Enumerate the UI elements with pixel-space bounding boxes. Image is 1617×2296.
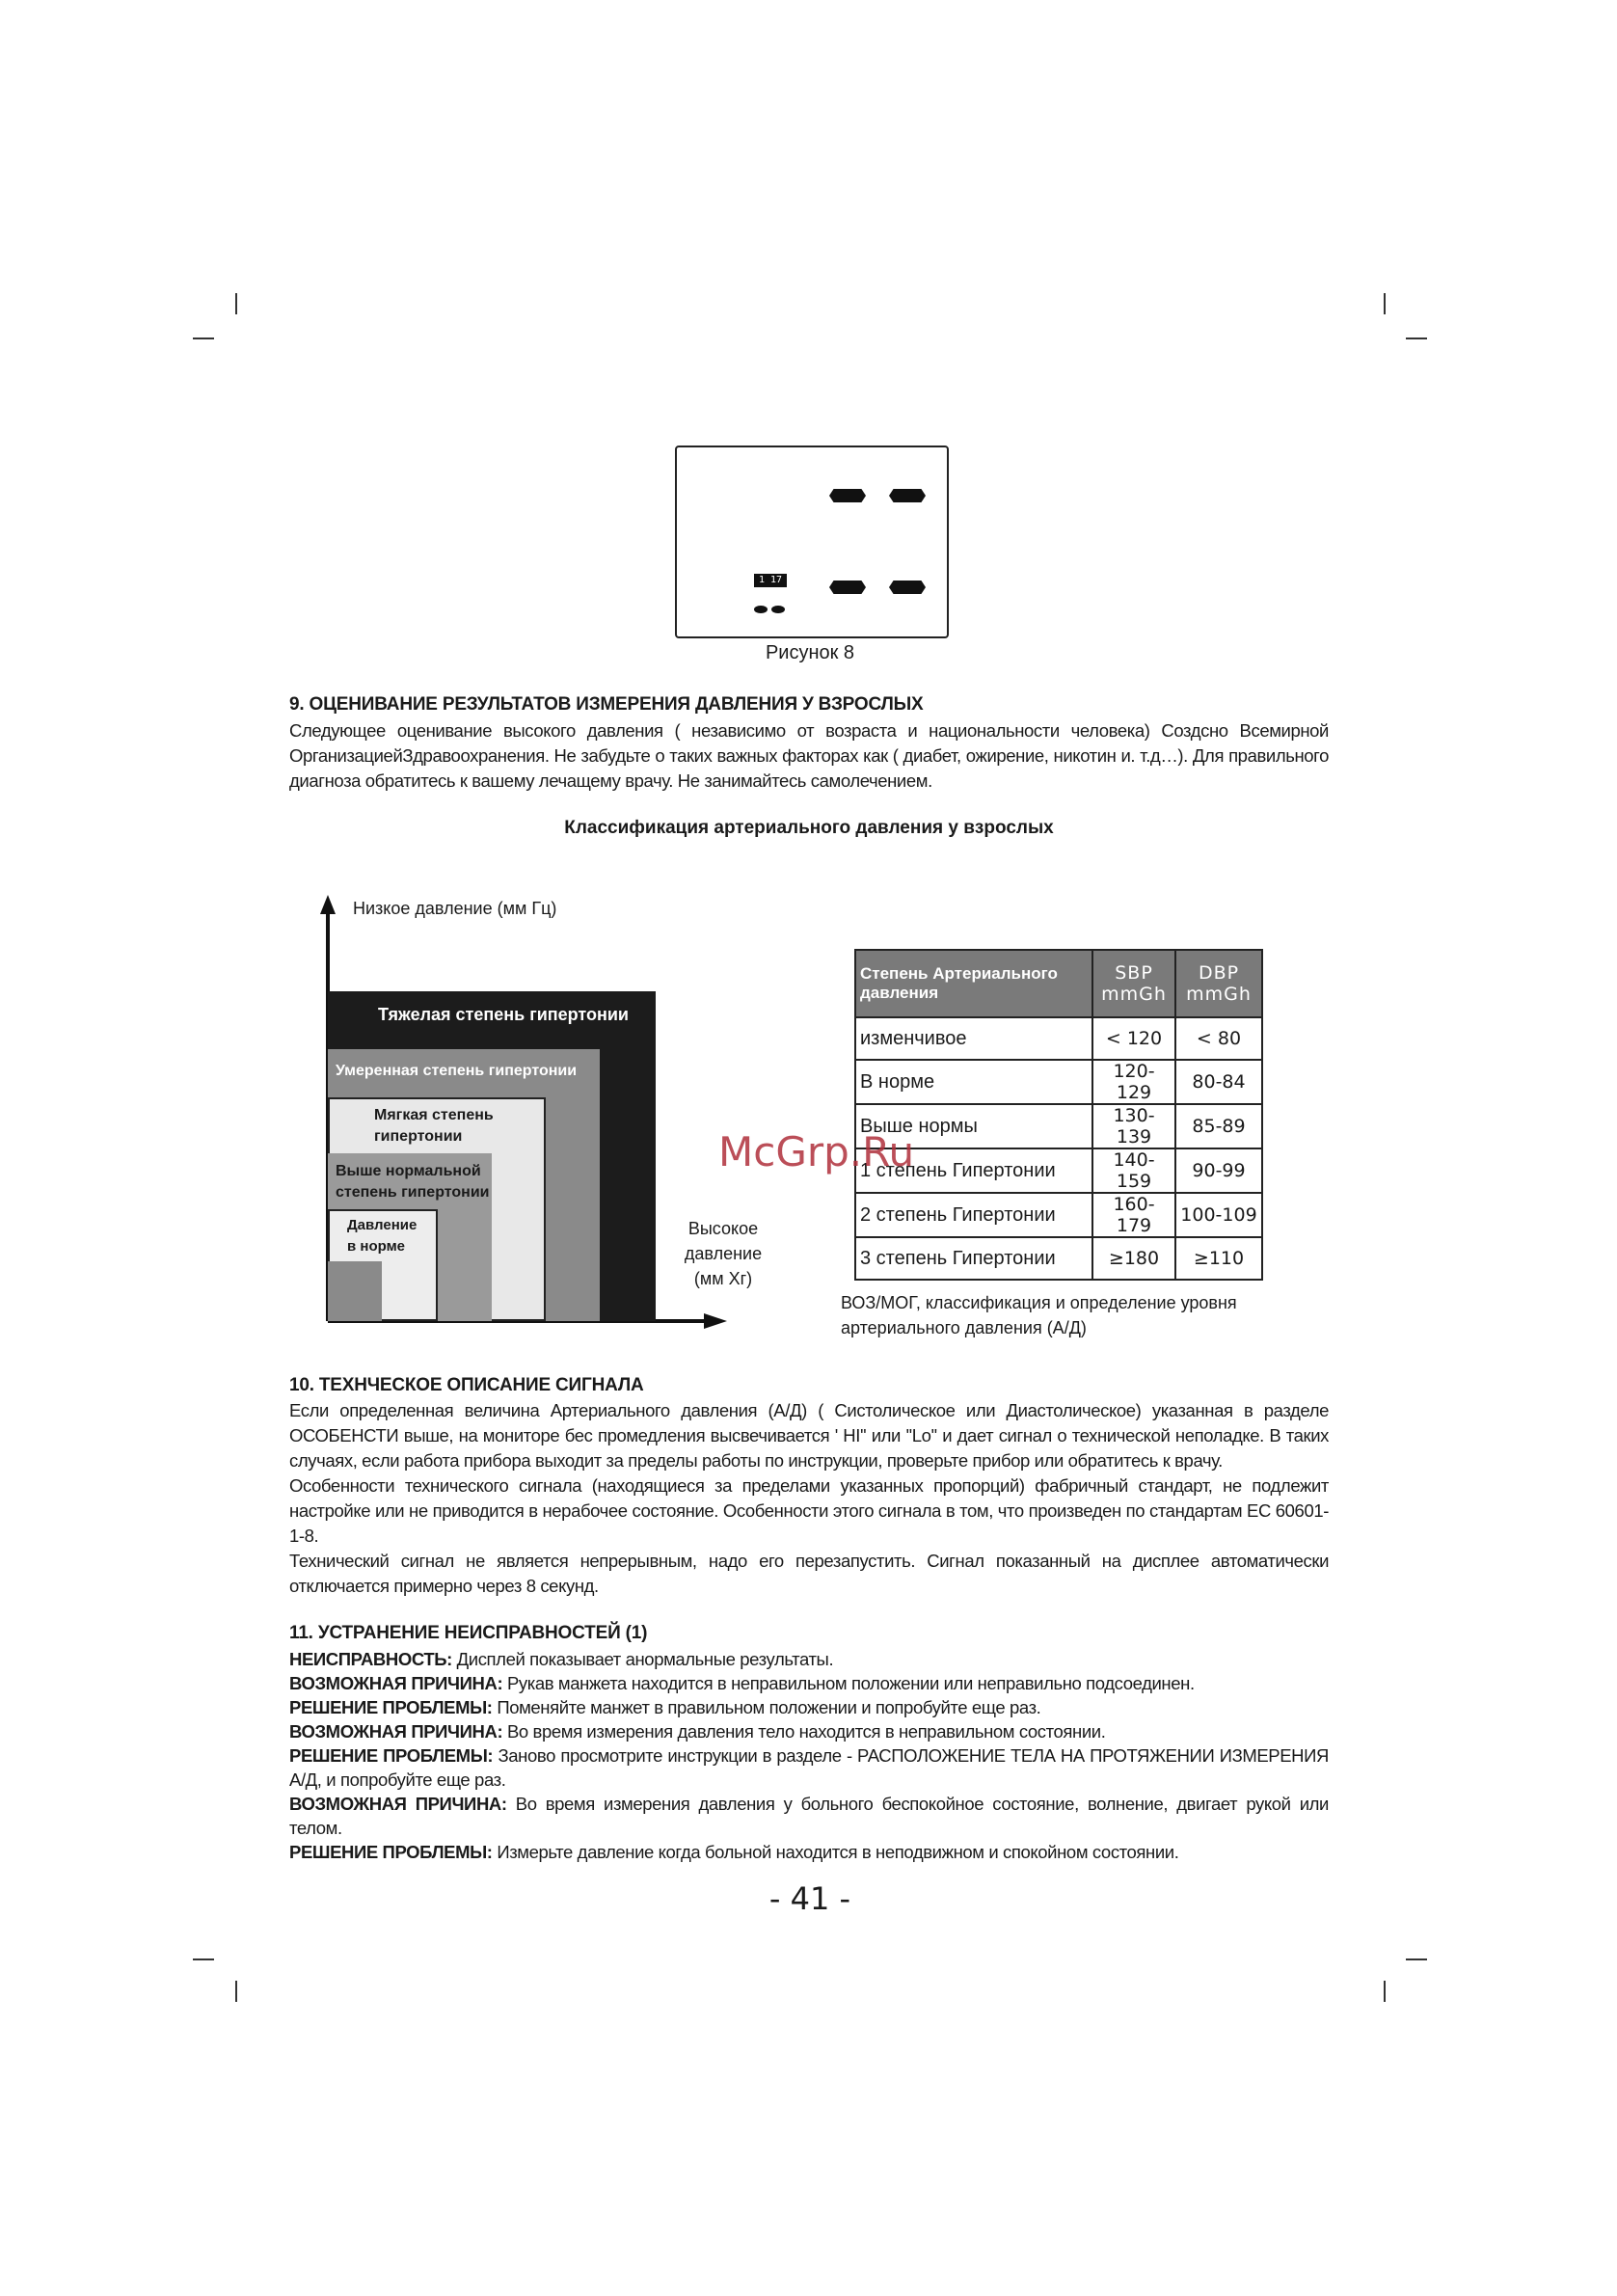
cell-dbp: 100-109 [1175, 1193, 1262, 1237]
zone-label-above-normal-2: степень гипертонии [336, 1184, 490, 1201]
section-10-paragraph: Особенности технического сигнала (находящиеся за пределами указанных пропорций) фабричный стандарт, не подлежит настройке или не приводится в нерабочее состояние. Особенности этого сигнала в том, что произведен по стандартам EC 60601-1-8. [289, 1475, 1329, 1546]
section-10-paragraph: Если определенная величина Артериального давления (А/Д) ( Систолическое или Диастолическое) указанная в разделе ОСОБЕНСТИ выше, на мониторе бес промедления высвечивается ' HI'' или ''Lo'' и дает сигнал о технической неполадке. В таких случаях, если работа прибора выходит за пределы работы по инструкции, проверьте прибор или обратитесь к врачу. [289, 1400, 1329, 1471]
table-header-row [855, 950, 1262, 1017]
lcd-segment [889, 489, 926, 502]
watermark: McGrp.Ru [718, 1128, 915, 1175]
cell-dbp: 80-84 [1175, 1060, 1262, 1104]
zone-base [328, 1261, 382, 1321]
table-row [855, 1148, 1262, 1193]
cell-category: Выше нормы [855, 1104, 1092, 1148]
table-row [855, 1017, 1262, 1060]
troubleshoot-item: ВОЗМОЖНАЯ ПРИЧИНА: Во время измерения давления у больного беспокойное состояние, волнение, двигает рукой или телом. [289, 1794, 1329, 1838]
section-9-heading: 9. ОЦЕНИВАНИЕ РЕЗУЛЬТАТОВ ИЗМЕРЕНИЯ ДАВЛЕНИЯ У ВЗРОСЛЫХ [289, 694, 924, 715]
section-11-heading: 11. УСТРАНЕНИЕ НЕИСПРАВНОСТЕЙ (1) [289, 1623, 648, 1643]
crop-mark [235, 1981, 237, 2002]
y-axis-label: Низкое давление (мм Гц) [353, 899, 557, 918]
crop-mark [1406, 338, 1427, 339]
lcd-segment [829, 489, 866, 502]
zone-label-mild: Мягкая степень [374, 1107, 494, 1123]
cell-dbp: ≥110 [1175, 1237, 1262, 1280]
bp-classification-table [854, 949, 1263, 1281]
zone-label-moderate: Умеренная степень гипертонии [336, 1063, 578, 1079]
cell-category: В норме [855, 1060, 1092, 1104]
header-category: Степень Артериального давления [855, 950, 1092, 1017]
lcd-dot [754, 606, 768, 613]
cell-dbp: 90-99 [1175, 1148, 1262, 1193]
troubleshoot-item: РЕШЕНИЕ ПРОБЛЕМЫ: Измерьте давление когда больной находится в неподвижном и спокойном состоянии. [289, 1842, 1179, 1862]
table-row [855, 1237, 1262, 1280]
table-row [855, 1060, 1262, 1104]
crop-mark [1384, 1981, 1386, 2002]
chart-title: Классификация артериального давления у взрослых [564, 818, 1054, 838]
table-row [855, 1193, 1262, 1237]
crop-mark [193, 338, 214, 339]
lcd-display-figure [675, 446, 949, 638]
table-note [841, 1290, 1237, 1340]
cell-sbp: 130-139 [1092, 1104, 1175, 1148]
section-10-paragraph: Технический сигнал не является непрерывным, надо его перезапустить. Сигнал показанный на дисплее автоматически отключается примерно через 8 секунд. [289, 1551, 1329, 1596]
zone-label-above-normal: Выше нормальной [336, 1163, 481, 1179]
cell-sbp: 140-159 [1092, 1148, 1175, 1193]
crop-mark [1406, 1958, 1427, 1960]
zone-label-normal-2: в норме [347, 1238, 406, 1255]
section-11-text [289, 1647, 1329, 1864]
lcd-dot [771, 606, 785, 613]
cell-category: 2 степень Гипертонии [855, 1193, 1092, 1237]
cell-dbp: < 80 [1175, 1017, 1262, 1060]
table-row [855, 1104, 1262, 1148]
section-10-heading: 10. ТЕХНЧЕСКОЕ ОПИСАНИЕ СИГНАЛА [289, 1375, 644, 1395]
x-axis-label-3: (мм Хг) [693, 1269, 753, 1288]
header-sbp: SBP mmGh [1092, 950, 1175, 1017]
table-note-line: артериального давления (А/Д) [841, 1318, 1087, 1337]
crop-mark [1384, 293, 1386, 314]
section-9-text: Следующее оценивание высокого давления ( независимо от возраста и национальности человека) Создсно Всемирной ОрганизациейЗдравоохранения. Не забудьте о таких важных факторах как ( диабет, ожирение, никотин и. т.д…). Для правильного диагноза обратитесь к вашему лечащему врачу. Не занимайтесь самолечением. [289, 720, 1329, 791]
troubleshoot-item: ВОЗМОЖНАЯ ПРИЧИНА: Во время измерения давления тело находится в неправильном состоянии. [289, 1721, 1106, 1742]
troubleshoot-item: РЕШЕНИЕ ПРОБЛЕМЫ: Заново просмотрите инструкции в разделе - РАСПОЛОЖЕНИЕ ТЕЛА НА ПРОТЯЖЕНИИ ИЗМЕРЕНИЯ А/Д, и попробуйте еще раз. [289, 1745, 1329, 1790]
table-note-line: ВОЗ/МОГ, классификация и определение уровня [841, 1293, 1237, 1312]
cell-sbp: < 120 [1092, 1017, 1175, 1060]
troubleshoot-item: РЕШЕНИЕ ПРОБЛЕМЫ: Поменяйте манжет в правильном положении и попробуйте еще раз. [289, 1697, 1041, 1717]
crop-mark [193, 1958, 214, 1960]
cell-dbp: 85-89 [1175, 1104, 1262, 1148]
zone-label-severe: Тяжелая степень гипертонии [378, 1005, 629, 1024]
cell-category: 3 степень Гипертонии [855, 1237, 1092, 1280]
cell-sbp: 160-179 [1092, 1193, 1175, 1237]
page-number: - 41 - [768, 1880, 851, 1917]
x-axis-label-2: давление [684, 1244, 763, 1263]
cell-category: изменчивое [855, 1017, 1092, 1060]
x-axis-label: Высокое [687, 1219, 759, 1238]
zone-label-normal: Давление [347, 1217, 418, 1233]
troubleshoot-item: ВОЗМОЖНАЯ ПРИЧИНА: Рукав манжета находится в неправильном положении или неправильно подсоединен. [289, 1673, 1195, 1693]
lcd-small-indicator: 1 17 [754, 574, 787, 587]
figure-caption: Рисунок 8 [765, 642, 855, 663]
lcd-segment [889, 581, 926, 594]
cell-category: 1 степень Гипертонии [855, 1148, 1092, 1193]
crop-mark [235, 293, 237, 314]
cell-sbp: 120-129 [1092, 1060, 1175, 1104]
troubleshoot-item: НЕИСПРАВНОСТЬ: Дисплей показывает анормальные результаты. [289, 1649, 834, 1669]
header-dbp: DBP mmGh [1175, 950, 1262, 1017]
section-10-text [289, 1398, 1329, 1599]
cell-sbp: ≥180 [1092, 1237, 1175, 1280]
zone-label-mild-2: гипертонии [374, 1128, 463, 1145]
lcd-segment [829, 581, 866, 594]
